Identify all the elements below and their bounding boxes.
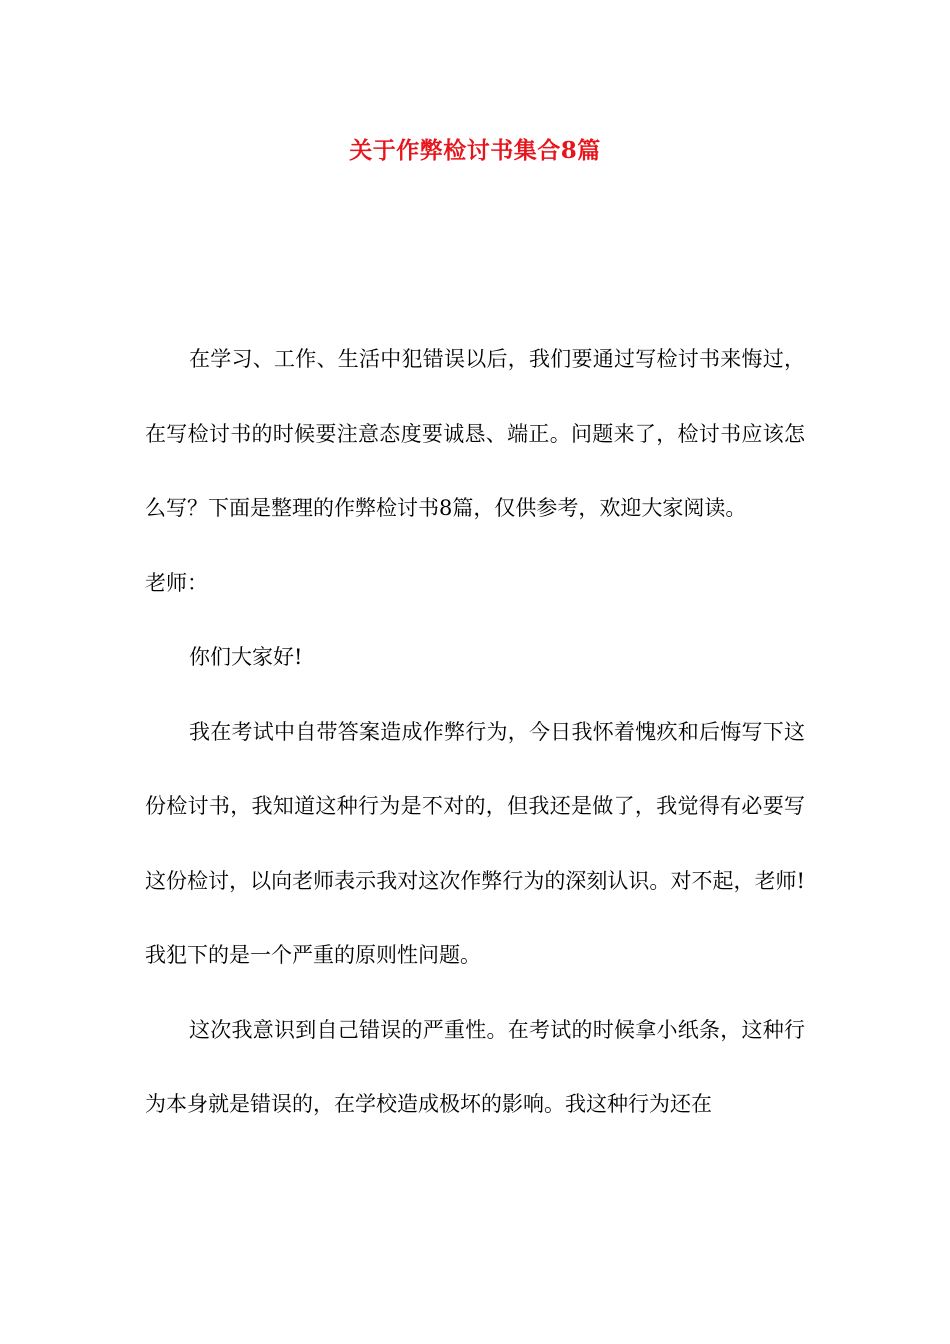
body-paragraph: 我在考试中自带答案造成作弊行为，今日我怀着愧疚和后悔写下这份检讨书，我知道这种行为是不对的，但我还是做了，我觉得有必要写这份检讨，以向老师表示我对这次作弊行为的深刻认识。对不起，老师!我犯下的是一个严重的原则性问题。 xyxy=(145,719,805,967)
greeting-paragraph: 你们大家好! xyxy=(189,645,303,669)
salutation: 老师： xyxy=(145,570,208,595)
document-body xyxy=(145,322,805,1142)
body-paragraph: 这次我意识到自己错误的严重性。在考试的时候拿小纸条，这种行为本身就是错误的，在学校造成极坏的影响。我这种行为还在 xyxy=(145,1017,805,1116)
intro-paragraph: 在学习、工作、生活中犯错误以后，我们要通过写检讨书来悔过，在写检讨书的时候要注意态度要诚恳、端正。问题来了，检讨书应该怎么写？下面是整理的作弊检讨书8篇，仅供参考，欢迎大家阅读。 xyxy=(145,347,805,520)
document-title: 关于作弊检讨书集合8篇 xyxy=(349,137,601,164)
